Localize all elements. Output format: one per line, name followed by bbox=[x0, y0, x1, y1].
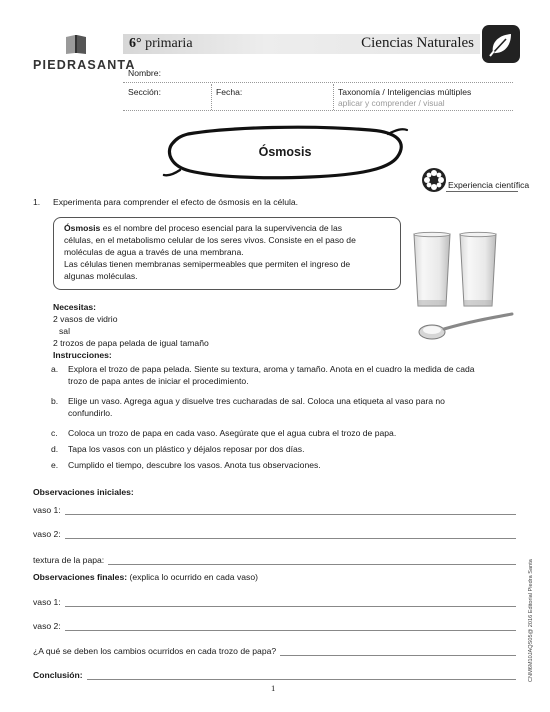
vaso1-final-label: vaso 1: bbox=[33, 597, 61, 607]
final-observations bbox=[33, 571, 258, 583]
date-label: Fecha: bbox=[216, 87, 243, 97]
item-number: 1. bbox=[33, 197, 41, 207]
experience-label: Experiencia científica bbox=[448, 180, 530, 190]
answer-line[interactable] bbox=[87, 672, 516, 680]
step-text: Explora el trozo de papa pelada. Siente su textura, aroma y tamaño. Anota en el cuadro la medida de cada bbox=[68, 364, 475, 374]
vaso2-label: vaso 2: bbox=[33, 529, 61, 539]
initial-observations-heading: Observaciones iniciales: bbox=[33, 487, 134, 497]
question-label: ¿A qué se deben los cambios ocurridos en cada trozo de papa? bbox=[33, 646, 277, 656]
grade-number: 6° bbox=[129, 36, 142, 51]
flower-icon bbox=[420, 166, 448, 194]
vaso1-final-field[interactable] bbox=[33, 597, 516, 607]
name-field-line[interactable] bbox=[123, 82, 513, 83]
definition-line1: es el nombre del proceso esencial para la supervivencia de las bbox=[100, 223, 343, 233]
definition-line4: Las células tienen membranas semipermeables que permiten el ingreso de bbox=[64, 259, 351, 270]
step-text: Cumplido el tiempo, descubre los vasos. Anota tus observaciones. bbox=[68, 460, 321, 470]
subject-title: Ciencias Naturales bbox=[361, 35, 474, 51]
answer-line[interactable] bbox=[65, 507, 516, 515]
taxonomy-values: aplicar y comprender / visual bbox=[338, 98, 445, 108]
spoon-icon bbox=[418, 312, 514, 342]
list-item bbox=[51, 395, 521, 420]
step-letter: c. bbox=[51, 428, 58, 438]
section-label: Sección: bbox=[128, 87, 161, 97]
leaf-icon bbox=[482, 25, 520, 63]
final-observations-note: (explica lo ocurrido en cada vaso) bbox=[127, 572, 258, 582]
vaso2-field[interactable] bbox=[33, 529, 516, 539]
definition-line bbox=[64, 222, 390, 234]
experience-underline bbox=[446, 191, 518, 192]
vaso2-final-label: vaso 2: bbox=[33, 621, 61, 631]
copyright-text: CNM6M10JAQS05@ 2016 Editorial Piedra Santa bbox=[528, 559, 534, 682]
divider bbox=[211, 84, 212, 110]
page-title: Ósmosis bbox=[258, 145, 312, 159]
vaso1-field[interactable] bbox=[33, 505, 516, 515]
grade-label bbox=[129, 36, 193, 52]
definition-line3: moléculas de agua a través de una membrana. bbox=[64, 247, 244, 258]
step-letter: b. bbox=[51, 396, 59, 406]
vaso2-final-field[interactable] bbox=[33, 621, 516, 631]
definition-box bbox=[53, 217, 401, 290]
list-item bbox=[51, 427, 521, 439]
materials-heading: Necesitas: bbox=[53, 302, 96, 312]
step-letter: d. bbox=[51, 444, 59, 454]
instructions-heading: Instrucciones: bbox=[53, 350, 112, 360]
name-label: Nombre: bbox=[128, 68, 161, 78]
step-text: confundirlo. bbox=[68, 408, 113, 419]
answer-line[interactable] bbox=[108, 557, 516, 565]
answer-line[interactable] bbox=[280, 648, 516, 656]
book-logo-icon bbox=[64, 33, 88, 55]
list-item bbox=[51, 363, 521, 388]
step-text: Elige un vaso. Agrega agua y disuelve tres cucharadas de sal. Coloca una etiqueta al vaso para no bbox=[68, 396, 445, 406]
step-letter: a. bbox=[51, 364, 59, 374]
definition-term: Ósmosis bbox=[64, 223, 101, 233]
step-text: trozo de papa antes de iniciar el procedimiento. bbox=[68, 376, 249, 387]
texture-field[interactable] bbox=[33, 555, 516, 565]
question-field[interactable] bbox=[33, 646, 516, 656]
answer-line[interactable] bbox=[65, 623, 516, 631]
taxonomy-label: Taxonomía / Inteligencias múltiples bbox=[338, 87, 472, 97]
material-item: 2 trozos de papa pelada de igual tamaño bbox=[53, 338, 209, 348]
material-item: sal bbox=[59, 326, 70, 336]
grade-word: primaria bbox=[145, 36, 193, 51]
divider bbox=[333, 84, 334, 110]
answer-line[interactable] bbox=[65, 531, 516, 539]
materials-list bbox=[53, 301, 209, 361]
form-bottom-line bbox=[123, 110, 513, 111]
conclusion-field[interactable] bbox=[33, 670, 516, 680]
item-text: Experimenta para comprender el efecto de ósmosis en la célula. bbox=[53, 197, 299, 207]
conclusion-label: Conclusión: bbox=[33, 670, 83, 680]
answer-line[interactable] bbox=[65, 599, 516, 607]
vaso1-label: vaso 1: bbox=[33, 505, 61, 515]
step-text: Coloca un trozo de papa en cada vaso. Asegúrate que el agua cubra el trozo de papa. bbox=[68, 428, 397, 438]
definition-line5: algunas moléculas. bbox=[64, 271, 138, 282]
texture-label: textura de la papa: bbox=[33, 555, 105, 565]
definition-line2: células, en el metabolismo celular de los seres vivos. Consiste en el paso de bbox=[64, 235, 356, 246]
final-observations-heading: Observaciones finales: bbox=[33, 572, 128, 582]
page-number: 1 bbox=[271, 683, 276, 693]
list-item bbox=[51, 443, 521, 455]
material-item: 2 vasos de vidrio bbox=[53, 314, 118, 324]
step-letter: e. bbox=[51, 460, 59, 470]
glass-icon bbox=[410, 230, 500, 310]
list-item bbox=[51, 459, 521, 471]
step-text: Tapa los vasos con un plástico y déjalos reposar por dos días. bbox=[68, 444, 305, 454]
logo-text: PIEDRASANTA bbox=[33, 58, 136, 72]
